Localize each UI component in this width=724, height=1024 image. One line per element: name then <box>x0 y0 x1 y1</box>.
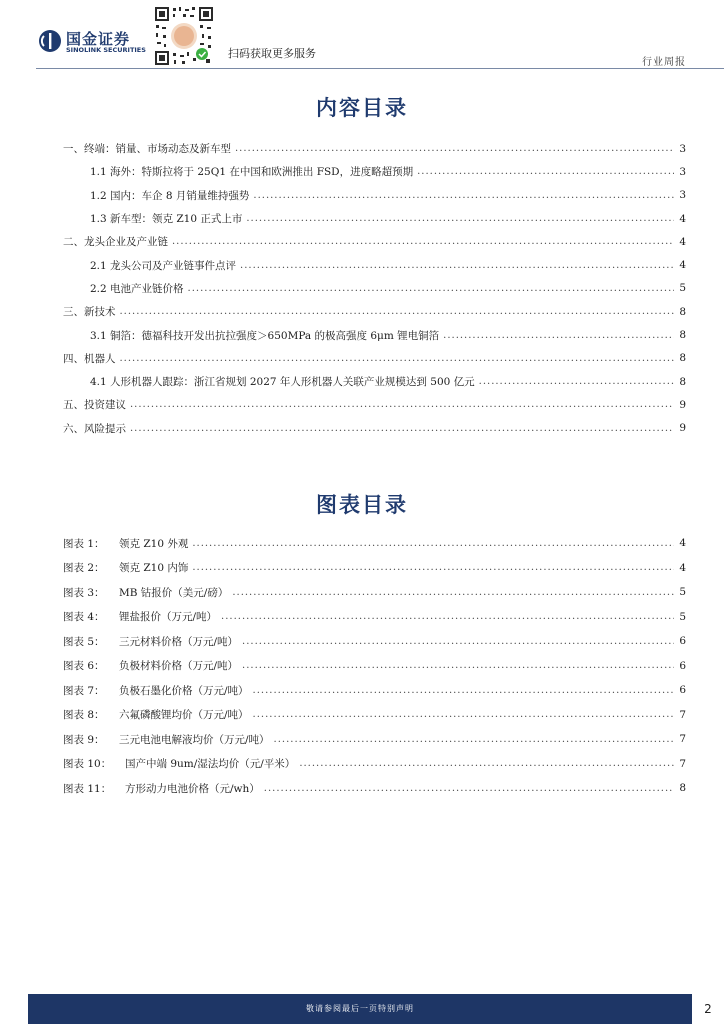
qr-code-icon[interactable] <box>153 5 215 67</box>
figures-list <box>63 531 686 801</box>
dot-leader <box>130 423 674 434</box>
contents-list <box>63 137 686 440</box>
toc-entry-page: 9 <box>679 398 686 411</box>
toc-entry[interactable] <box>63 300 686 323</box>
figure-entry[interactable] <box>63 605 686 630</box>
toc-entry-page: 4 <box>679 235 686 248</box>
dot-leader <box>235 143 674 154</box>
figure-number: 图表 11： <box>63 782 112 795</box>
figure-entry-text <box>63 560 190 575</box>
figure-number: 图表 9： <box>63 733 105 746</box>
figure-entry-page: 4 <box>679 561 686 574</box>
toc-entry-label: 二、龙头企业及产业链 <box>63 236 168 249</box>
toc-entry-label: 2.1 龙头公司及产业链事件点评 <box>90 259 237 272</box>
dot-leader <box>264 783 674 794</box>
figure-title: 三元电池电解液均价（万元/吨） <box>119 733 270 746</box>
toc-entry-page: 9 <box>679 422 686 435</box>
figures-title: 图表目录 <box>316 492 408 517</box>
toc-entry-page: 4 <box>679 212 686 225</box>
figure-entry-page: 5 <box>679 586 686 599</box>
figure-title: MB 钴报价（美元/磅） <box>119 586 229 599</box>
figure-entry-text <box>63 609 219 624</box>
toc-entry[interactable] <box>63 137 686 160</box>
figure-entry-text <box>63 756 297 771</box>
toc-entry-label: 一、终端：销量、市场动态及新车型 <box>63 143 231 156</box>
toc-entry-label: 1.3 新车型：领克 Z10 正式上市 <box>90 213 243 226</box>
sinolink-logo <box>38 28 146 54</box>
toc-entry-page: 8 <box>679 305 686 318</box>
toc-entry[interactable] <box>63 207 686 230</box>
figure-entry-text <box>63 732 272 747</box>
figure-entry-page: 6 <box>679 635 686 648</box>
toc-entry-label: 1.1 海外：特斯拉将于 25Q1 在中国和欧洲推出 FSD，进度略超预期 <box>90 166 414 179</box>
toc-entry-label: 2.2 电池产业链价格 <box>90 282 184 295</box>
figure-entry-text <box>63 707 251 722</box>
figure-title: 领克 Z10 内饰 <box>119 562 189 575</box>
figure-entry[interactable] <box>63 703 686 728</box>
figure-number: 图表 4： <box>63 611 105 624</box>
dot-leader <box>274 734 674 745</box>
figure-title: 六氟磷酸锂均价（万元/吨） <box>119 709 249 722</box>
contents-title: 内容目录 <box>316 95 408 120</box>
dot-leader <box>299 758 674 769</box>
figure-entry-text <box>63 658 240 673</box>
page-header <box>0 0 724 70</box>
toc-entry-page: 8 <box>679 352 686 365</box>
toc-entry[interactable] <box>63 393 686 416</box>
figure-entry-page: 7 <box>679 757 686 770</box>
dot-leader <box>221 611 674 622</box>
logo-text-en: SINOLINK SECURITIES <box>66 46 146 54</box>
figure-entry-text <box>63 585 230 600</box>
figure-entry-page: 6 <box>679 659 686 672</box>
toc-entry[interactable] <box>63 277 686 300</box>
figure-entry[interactable] <box>63 580 686 605</box>
toc-entry[interactable] <box>63 417 686 440</box>
figure-title: 方形动力电池价格（元/wh） <box>125 782 260 795</box>
toc-entry-page: 4 <box>679 259 686 272</box>
figure-title: 国产中端 9um/湿法均价（元/平米） <box>125 758 296 771</box>
page-footer <box>28 994 692 1024</box>
toc-entry[interactable] <box>63 160 686 183</box>
dot-leader <box>253 685 674 696</box>
dot-leader <box>242 660 674 671</box>
figure-entry-page: 8 <box>679 782 686 795</box>
toc-entry-label: 1.2 国内：车企 8 月销量维持强势 <box>90 189 250 202</box>
dot-leader <box>417 166 674 177</box>
figure-entry-page: 7 <box>679 733 686 746</box>
figure-title: 三元材料价格（万元/吨） <box>119 635 239 648</box>
dot-leader <box>246 213 674 224</box>
figure-entry[interactable] <box>63 629 686 654</box>
dot-leader <box>240 260 674 271</box>
toc-entry-label: 三、新技术 <box>63 306 116 319</box>
figure-entry[interactable] <box>63 776 686 801</box>
toc-entry[interactable] <box>63 184 686 207</box>
toc-entry[interactable] <box>63 323 686 346</box>
toc-entry-page: 3 <box>679 142 686 155</box>
figure-number: 图表 6： <box>63 660 105 673</box>
report-type-label: 行业周报 <box>642 57 686 68</box>
toc-entry-page: 3 <box>679 165 686 178</box>
dot-leader <box>192 562 674 573</box>
figure-entry-text <box>63 634 240 649</box>
figure-entry[interactable] <box>63 556 686 581</box>
toc-entry-label: 四、机器人 <box>63 352 116 365</box>
figure-title: 负极材料价格（万元/吨） <box>119 660 239 673</box>
figure-entry-page: 5 <box>679 610 686 623</box>
figure-entry[interactable] <box>63 531 686 556</box>
figure-entry[interactable] <box>63 752 686 777</box>
logo-text-cn: 国金证券 <box>66 30 131 48</box>
figure-number: 图表 5： <box>63 635 105 648</box>
figure-entry-page: 4 <box>679 537 686 550</box>
page-number: 2 <box>704 1002 712 1016</box>
dot-leader <box>130 399 674 410</box>
footer-disclaimer: 敬请参阅最后一页特别声明 <box>306 1004 414 1013</box>
figure-number: 图表 10： <box>63 758 112 771</box>
toc-entry-label: 六、风险提示 <box>63 422 126 435</box>
figure-entry[interactable] <box>63 678 686 703</box>
figure-entry-page: 7 <box>679 708 686 721</box>
toc-entry[interactable] <box>63 370 686 393</box>
toc-entry-page: 3 <box>679 189 686 202</box>
figure-entry-text <box>63 683 251 698</box>
toc-entry-label: 3.1 铜箔：德福科技开发出抗拉强度＞650MPa 的极高强度 6μm 锂电铜箔 <box>90 329 440 342</box>
toc-entry-label: 五、投资建议 <box>63 399 126 412</box>
dot-leader <box>479 376 674 387</box>
figure-entry-page: 6 <box>679 684 686 697</box>
figure-entry[interactable] <box>63 727 686 752</box>
scan-for-services-text: 扫码获取更多服务 <box>228 47 316 60</box>
toc-entry[interactable] <box>63 347 686 370</box>
toc-entry-label: 4.1 人形机器人跟踪：浙江省规划 2027 年人形机器人关联产业规模达到 500 亿元 <box>90 376 475 389</box>
figure-number: 图表 1： <box>63 537 105 550</box>
dot-leader <box>232 587 674 598</box>
header-divider <box>36 68 724 69</box>
dot-leader <box>253 190 674 201</box>
toc-entry[interactable] <box>63 230 686 253</box>
figure-title: 领克 Z10 外观 <box>119 537 189 550</box>
dot-leader <box>242 636 674 647</box>
figure-number: 图表 8： <box>63 709 105 722</box>
toc-entry-page: 8 <box>679 375 686 388</box>
toc-entry-page: 8 <box>679 329 686 342</box>
figure-number: 图表 7： <box>63 684 105 697</box>
figure-number: 图表 3： <box>63 586 105 599</box>
dot-leader <box>172 236 674 247</box>
figure-entry-text <box>63 536 190 551</box>
figure-number: 图表 2： <box>63 562 105 575</box>
dot-leader <box>253 709 674 720</box>
dot-leader <box>188 283 674 294</box>
dot-leader <box>120 353 675 364</box>
toc-entry[interactable] <box>63 253 686 276</box>
figure-title: 负极石墨化价格（万元/吨） <box>119 684 249 697</box>
figure-title: 锂盐报价（万元/吨） <box>119 611 218 624</box>
toc-entry-page: 5 <box>679 282 686 295</box>
figure-entry-text <box>63 781 262 796</box>
sinolink-logo-icon <box>38 29 62 53</box>
dot-leader <box>443 330 674 341</box>
dot-leader <box>120 306 675 317</box>
dot-leader <box>192 538 674 549</box>
figure-entry[interactable] <box>63 654 686 679</box>
